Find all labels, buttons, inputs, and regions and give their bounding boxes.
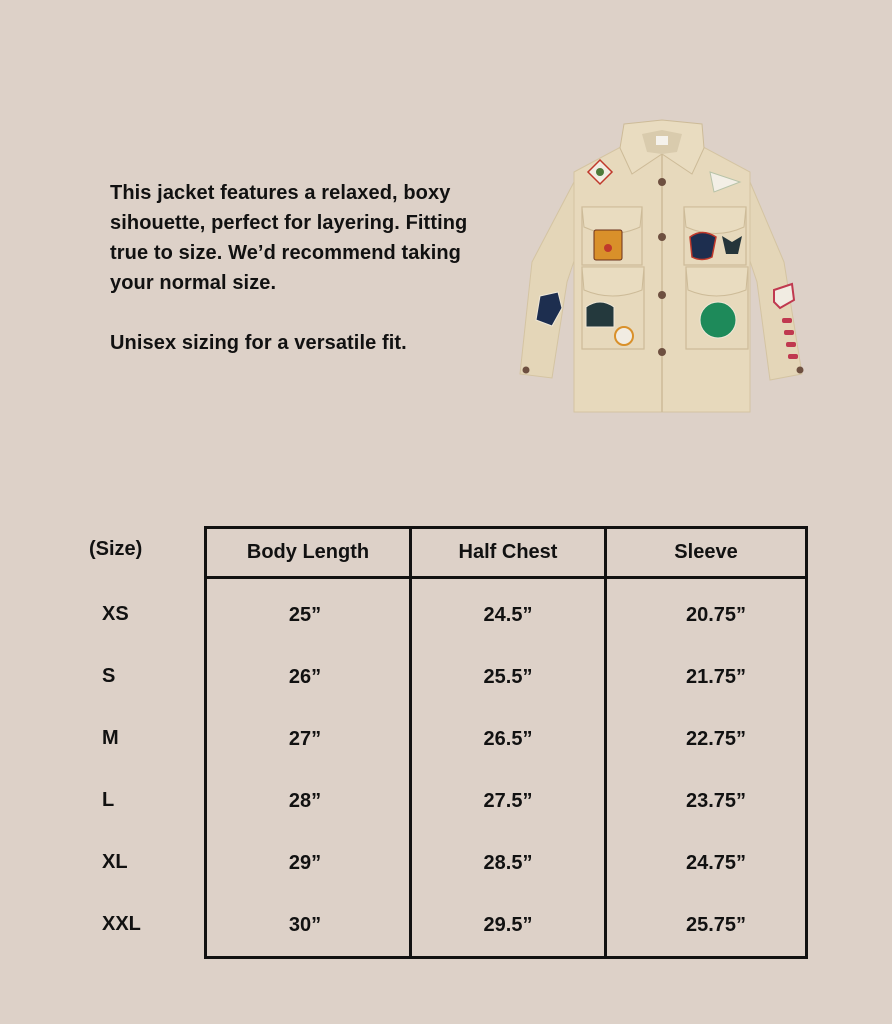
- cell-sleeve: 24.75”: [685, 852, 747, 874]
- product-description: [110, 178, 500, 358]
- size-label-xl: XL: [102, 851, 128, 873]
- size-label-s: S: [102, 665, 116, 687]
- cell-body-length: 29”: [288, 852, 322, 874]
- cell-half-chest: 25.5”: [483, 666, 533, 688]
- cell-sleeve: 23.75”: [685, 790, 747, 812]
- fit-description: This jacket features a relaxed, boxy sihouette, perfect for layering. Fitting true to size. We’d recommend taking your normal size.: [110, 182, 468, 294]
- column-divider: [604, 529, 607, 956]
- cell-half-chest: 24.5”: [483, 604, 533, 626]
- jacket-image: [512, 112, 812, 422]
- cell-half-chest: 28.5”: [483, 852, 533, 874]
- size-chart-table: [204, 526, 808, 959]
- cell-body-length: 28”: [288, 790, 322, 812]
- cell-half-chest: 29.5”: [483, 914, 533, 936]
- cell-sleeve: 22.75”: [685, 728, 747, 750]
- cell-body-length: 27”: [288, 728, 322, 750]
- size-column-label: (Size): [89, 538, 143, 560]
- cell-half-chest: 27.5”: [483, 790, 533, 812]
- header-divider: [207, 576, 805, 579]
- cell-body-length: 25”: [288, 604, 322, 626]
- size-label-m: M: [102, 727, 119, 749]
- unisex-note: Unisex sizing for a versatile fit.: [110, 332, 407, 354]
- cell-sleeve: 20.75”: [685, 604, 747, 626]
- header-body-length: Body Length: [246, 541, 370, 563]
- header-half-chest: Half Chest: [458, 541, 558, 563]
- size-label-xs: XS: [102, 603, 129, 625]
- cell-body-length: 26”: [288, 666, 322, 688]
- header-sleeve: Sleeve: [674, 541, 738, 563]
- cell-half-chest: 26.5”: [483, 728, 533, 750]
- cell-body-length: 30”: [288, 914, 322, 936]
- size-label-l: L: [102, 789, 115, 811]
- size-label-xxl: XXL: [102, 913, 141, 935]
- cell-sleeve: 25.75”: [685, 914, 747, 936]
- cell-sleeve: 21.75”: [685, 666, 747, 688]
